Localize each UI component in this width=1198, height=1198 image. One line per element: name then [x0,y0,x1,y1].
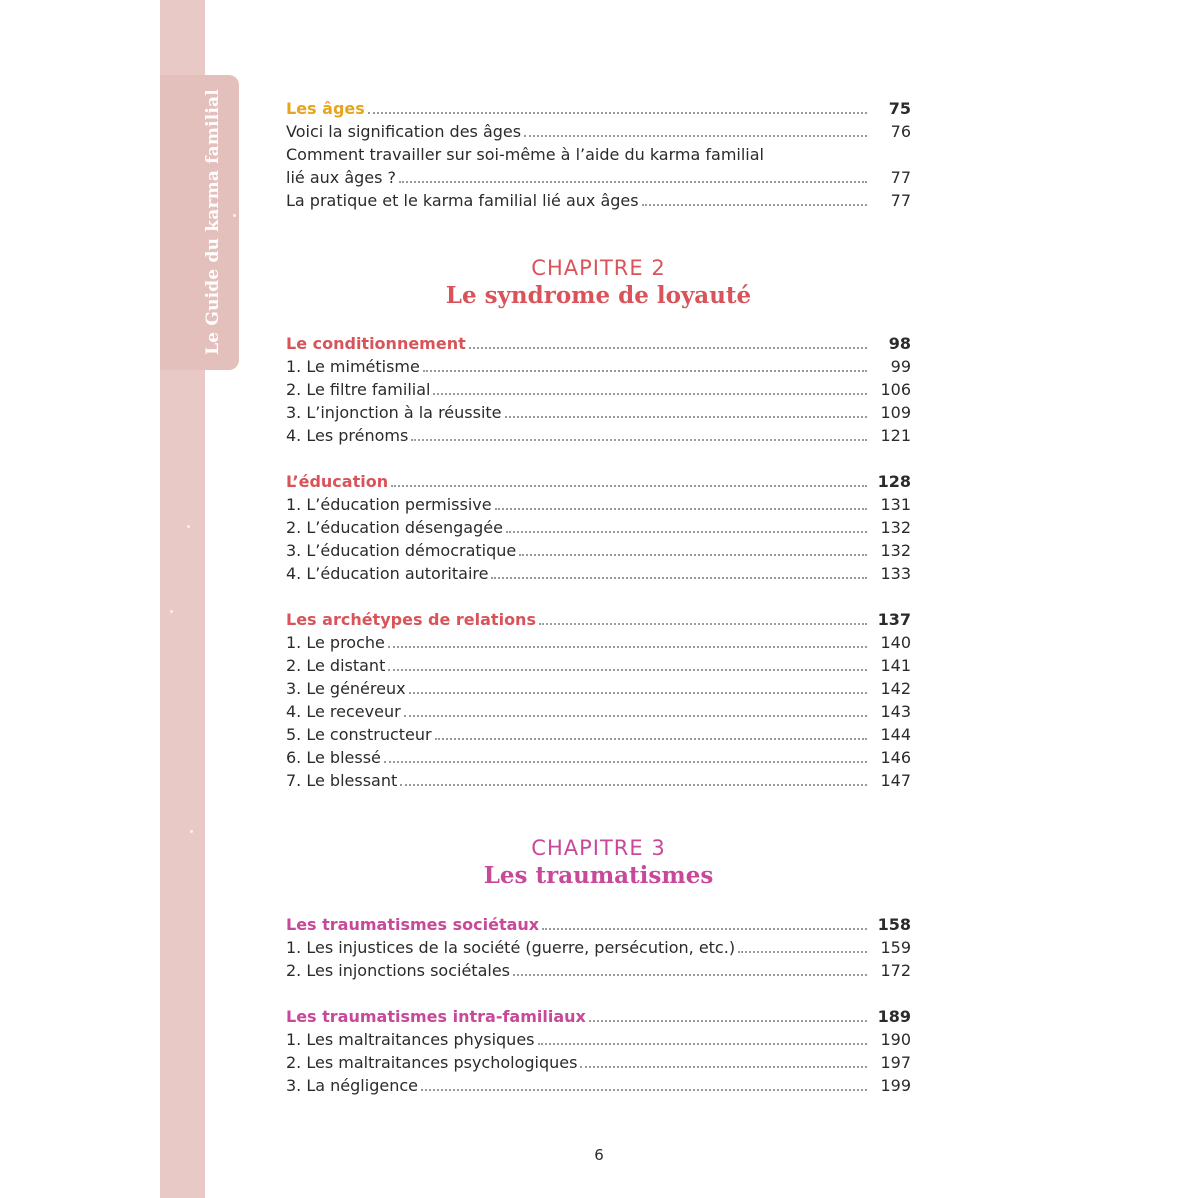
page-number: 6 [594,1146,604,1164]
toc-entry[interactable]: 3. La négligence 199 [286,1076,911,1095]
toc-entry[interactable]: 1. Le mimétisme 99 [286,357,911,376]
toc-heading[interactable]: Les archétypes de relations 137 [286,610,911,629]
toc-entry[interactable]: 2. L’éducation désengagée 132 [286,518,911,537]
toc-entry[interactable]: 3. Le généreux 142 [286,679,911,698]
toc-entry[interactable]: Voici la signification des âges 76 [286,122,911,141]
sparkle-dot [170,610,173,613]
toc-section-conditionnement [286,331,911,446]
toc-entry[interactable]: 2. Les injonctions sociétales 172 [286,961,911,980]
toc-entry[interactable]: lié aux âges ? 77 [286,168,911,187]
sparkle-dot [187,525,190,528]
toc-entry[interactable]: 3. L’injonction à la réussite 109 [286,403,911,422]
toc-entry[interactable]: 6. Le blessé 146 [286,748,911,767]
toc-entry[interactable]: La pratique et le karma familial lié aux âges 77 [286,191,911,210]
toc-entry[interactable]: 1. Les injustices de la société (guerre, persécution, etc.) 159 [286,938,911,957]
toc-entry[interactable]: 2. Les maltraitances psychologiques 197 [286,1053,911,1072]
toc-entry[interactable]: 4. Les prénoms 121 [286,426,911,445]
chapter-title: Le syndrome de loyauté [445,282,752,309]
toc-section-societaux [286,912,911,981]
toc-heading[interactable]: Le conditionnement 98 [286,334,911,353]
toc-entry[interactable]: 2. Le filtre familial 106 [286,380,911,399]
toc-section-education [286,469,911,584]
toc-entry[interactable]: 1. Les maltraitances physiques 190 [286,1030,911,1049]
toc-entry[interactable]: 4. Le receveur 143 [286,702,911,721]
chapter-heading [286,256,911,309]
chapter-heading [286,836,911,889]
toc-entry[interactable]: 3. L’éducation démocratique 132 [286,541,911,560]
toc-entry[interactable]: 1. L’éducation permissive 131 [286,495,911,514]
toc-heading[interactable]: L’éducation 128 [286,472,911,491]
toc-entry[interactable]: 2. Le distant 141 [286,656,911,675]
sidebar-tab [160,75,239,370]
toc-entry[interactable]: 1. Le proche 140 [286,633,911,652]
sparkle-dot [190,830,193,833]
toc-heading[interactable]: Les âges 75 [286,99,911,118]
toc-entry[interactable]: 7. Le blessant 147 [286,771,911,790]
toc-heading[interactable]: Les traumatismes sociétaux 158 [286,915,911,934]
chapter-title: Les traumatismes [483,862,714,889]
toc-section-intrafamiliaux [286,1004,911,1096]
toc-entry[interactable]: 4. L’éducation autoritaire 133 [286,564,911,583]
toc-entry[interactable]: 5. Le constructeur 144 [286,725,911,744]
chapter-number: CHAPITRE 2 [531,256,666,280]
chapter-number: CHAPITRE 3 [531,836,666,860]
book-title-vertical: Le Guide du karma familial [203,89,223,355]
toc-entry-line1[interactable]: Comment travailler sur soi-même à l’aide du karma familial [286,145,764,164]
toc-heading[interactable]: Les traumatismes intra-familiaux 189 [286,1007,911,1026]
sparkle-dot [233,214,236,217]
toc-section-ages [286,96,911,211]
toc-section-archetypes [286,607,911,791]
